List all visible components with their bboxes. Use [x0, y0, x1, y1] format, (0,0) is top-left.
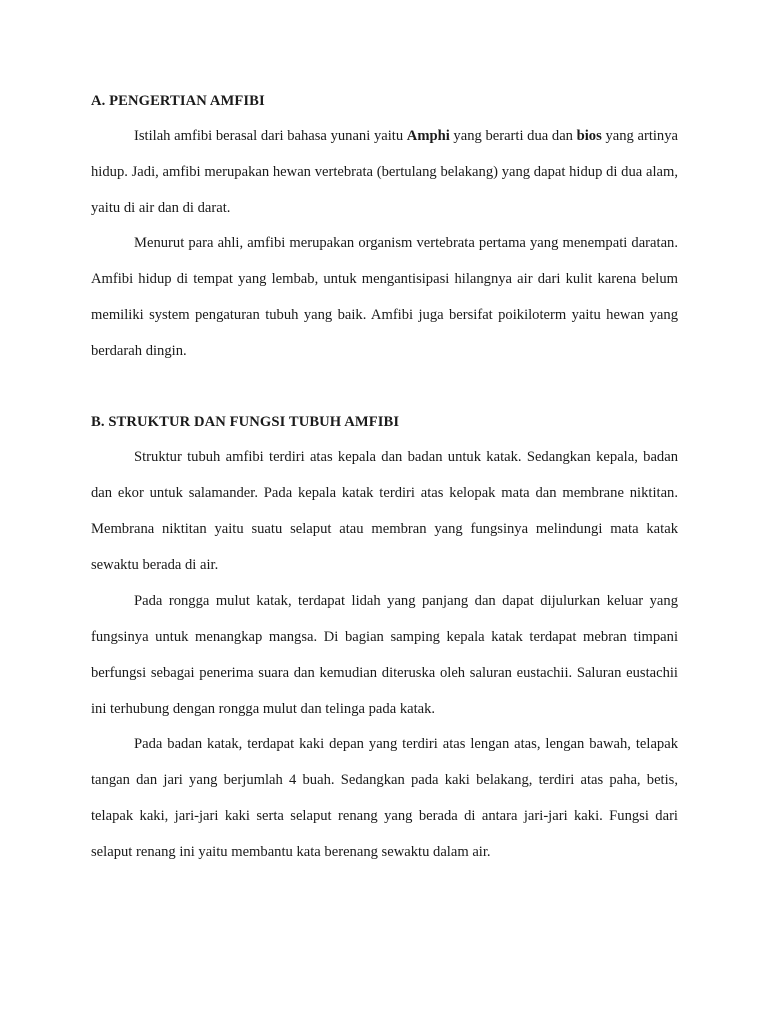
section-b-paragraph-1: Struktur tubuh amfibi terdiri atas kepala dan badan untuk katak. Sedangkan kepala, badan dan ekor untuk salamander. Pada kepala katak terdiri atas kelopak mata dan membrane niktitan. Membrana niktitan yaitu suatu selaput atau membran yang fungsinya melindungi mata katak sewaktu berada di air.: [91, 449, 678, 573]
bold-term-amphi: Amphi: [406, 128, 450, 144]
section-a-paragraph-2: Menurut para ahli, amfibi merupakan organism vertebrata pertama yang menempati daratan. Amfibi hidup di tempat yang lembab, untuk mengantisipasi hilangnya air dari kulit karena belum memiliki system pengaturan tubuh yang baik. Amfibi juga bersifat poikiloterm yaitu hewan yang berdarah dingin.: [91, 235, 678, 359]
section-a-heading: A. PENGERTIAN AMFIBI: [91, 93, 265, 109]
section-b-heading: B. STRUKTUR DAN FUNGSI TUBUH AMFIBI: [91, 414, 400, 430]
section-a-paragraph-1: [91, 119, 678, 227]
paragraph-text: Istilah amfibi berasal dari bahasa yunani yaitu: [134, 128, 407, 144]
bold-term-bios: bios: [576, 128, 602, 144]
section-b-paragraph-3: Pada badan katak, terdapat kaki depan yang terdiri atas lengan atas, lengan bawah, telapak tangan dan jari yang berjumlah 4 buah. Sedangkan pada kaki belakang, terdiri atas paha, betis, telapak kaki, jari-jari kaki serta selaput renang yang berada di antara jari-jari kaki. Fungsi dari selaput renang ini yaitu membantu kata berenang sewaktu dalam air.: [91, 736, 678, 860]
paragraph-text: yang berarti dua dan: [449, 128, 577, 144]
section-b-paragraph-2: Pada rongga mulut katak, terdapat lidah yang panjang dan dapat dijulurkan keluar yang fungsinya untuk menangkap mangsa. Di bagian samping kepala katak terdapat mebran timpani berfungsi sebagai penerima suara dan kemudian diteruska oleh saluran eustachii. Saluran eustachii ini terhubung dengan rongga mulut dan telinga pada katak.: [91, 593, 678, 717]
paragraph-text: yang artinya hidup. Jadi, amfibi merupakan hewan vertebrata (bertulang belakang) yang dapat hidup di dua alam, yaitu di air dan di darat.: [91, 128, 678, 216]
